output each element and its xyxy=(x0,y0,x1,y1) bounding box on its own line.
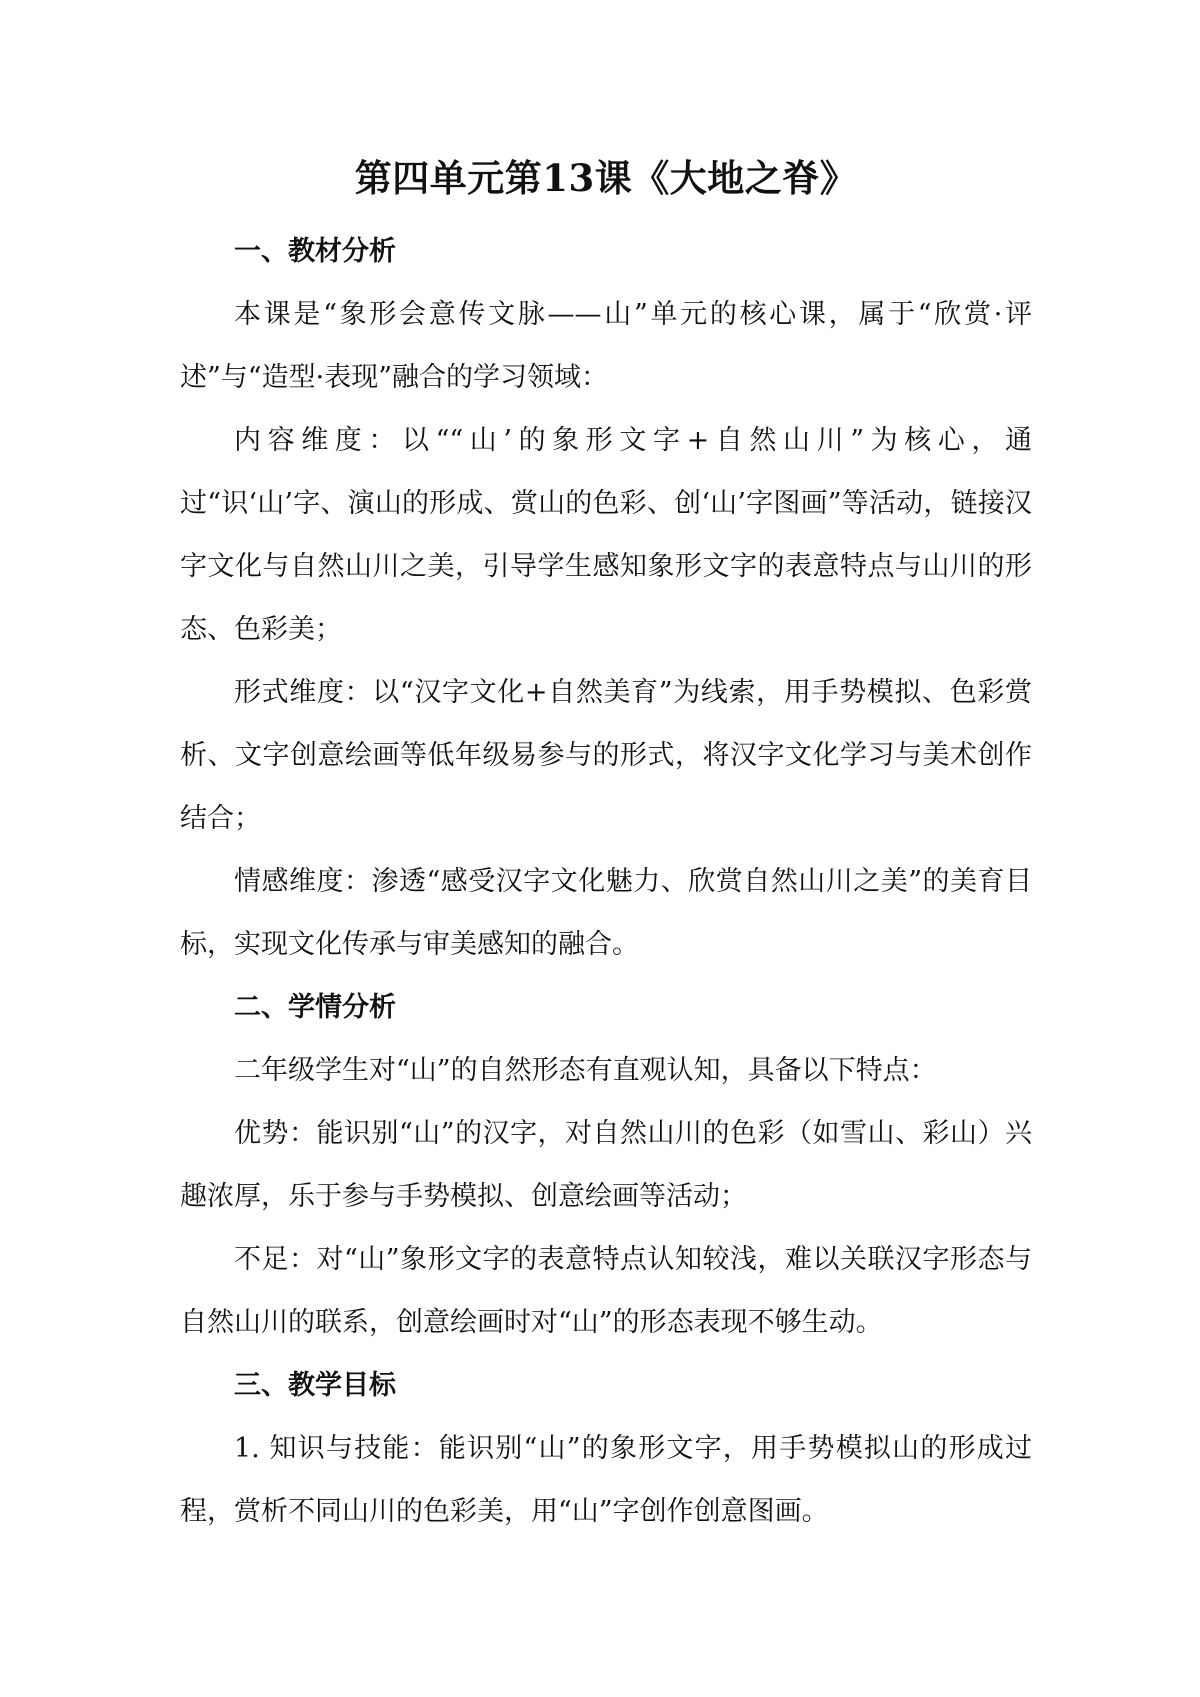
paragraph-content-dimension: 内容维度：以““山’的象形文字+自然山川”为核心，通过“识‘山’字、演山的形成、赏山的色彩、创‘山’字图画”等活动，链接汉字文化与自然山川之美，引导学生感知象形文字的表意特点与山川的形态、色彩美； xyxy=(180,425,1032,645)
section-heading-textbook-analysis: 一、教材分析 xyxy=(234,236,396,267)
document-body xyxy=(180,148,1032,1543)
section-heading-teaching-goals: 三、教学目标 xyxy=(234,1370,396,1401)
paragraph-goal-knowledge-skills: 1. 知识与技能：能识别“山”的象形文字，用手势模拟山的形成过程，赏析不同山川的色彩美，用“山”字创作创意图画。 xyxy=(180,1433,1032,1527)
paragraph-student-weaknesses: 不足：对“山”象形文字的表意特点认知较浅，难以关联汉字形态与自然山川的联系，创意绘画时对“山”的形态表现不够生动。 xyxy=(180,1244,1032,1338)
document-title: 第四单元第13课《大地之脊》 xyxy=(354,156,858,200)
paragraph-emotion-dimension: 情感维度：渗透“感受汉字文化魅力、欣赏自然山川之美”的美育目标，实现文化传承与审美感知的融合。 xyxy=(180,866,1032,960)
paragraph-student-overview: 二年级学生对“山”的自然形态有直观认知，具备以下特点： xyxy=(234,1055,937,1086)
paragraph-student-strengths: 优势：能识别“山”的汉字，对自然山川的色彩（如雪山、彩山）兴趣浓厚，乐于参与手势模拟、创意绘画等活动； xyxy=(180,1118,1032,1212)
section-heading-student-analysis: 二、学情分析 xyxy=(234,992,396,1023)
paragraph-lesson-intro: 本课是“象形会意传文脉——山”单元的核心课，属于“欣赏·评述”与“造型·表现”融合的学习领域： xyxy=(180,299,1032,393)
paragraph-form-dimension: 形式维度：以“汉字文化+自然美育”为线索，用手势模拟、色彩赏析、文字创意绘画等低年级易参与的形式，将汉字文化学习与美术创作结合； xyxy=(180,677,1032,834)
